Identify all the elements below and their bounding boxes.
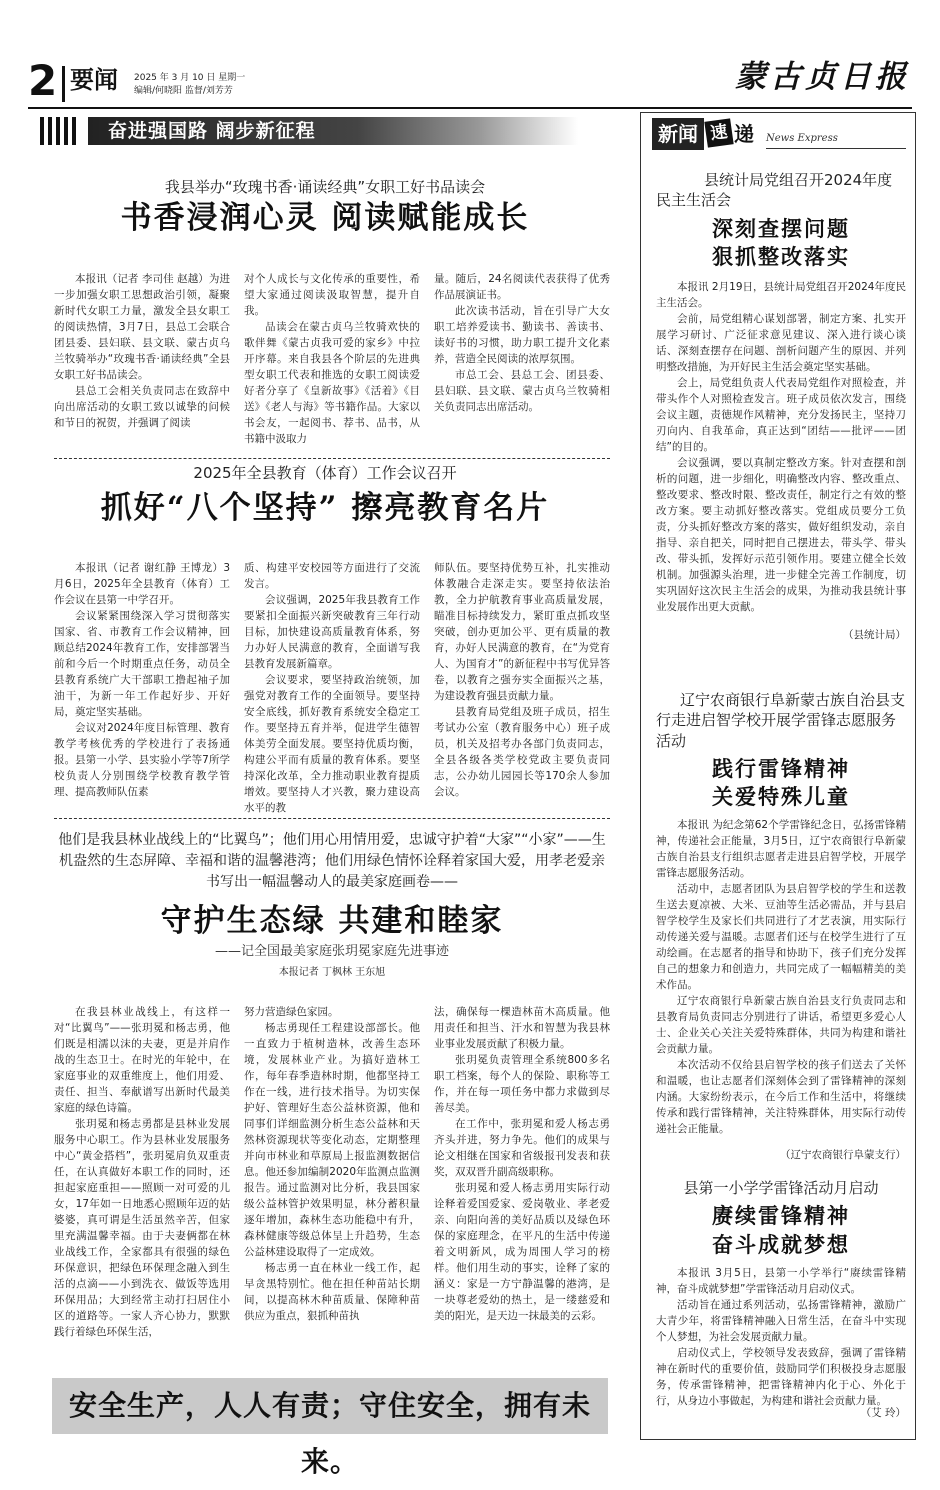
paragraph: 量。随后，24名阅读代表获得了优秀作品展演证书。 [434, 273, 610, 301]
paragraph: 本报讯（记者 谢红静 王博龙）3月6日，2025年全县教育（体育）工作会议在县第一中学召开。 [54, 562, 230, 606]
paragraph: 县教育局党组及班子成员，招生考试办公室（教育服务中心）班子成员，机关及招考办各部门负责同志，全县各级各类学校党政主要负责同志，公办幼儿园园长等170余人参加会议。 [434, 706, 610, 798]
issue-editors: 编辑/何晓阳 监督/刘芳芳 [134, 86, 233, 97]
news-express-header [652, 118, 906, 150]
article-column [434, 560, 610, 806]
article-column [54, 560, 230, 806]
banner-title: 奋进强国路 阔步新征程 [108, 120, 316, 142]
paragraph: 本报讯（记者 李司佳 赵越）为进一步加强女职工思想政治引领，凝聚新时代女职工力量，激发全县女职工的阅读热情，3月7日，县总工会联合团县委、县妇联、县文联、蒙古贞乌兰牧骑举办“玫瑰书香·诵读经典”全县女职工好书品读会。 [54, 273, 230, 381]
paragraph: 本报讯 为纪念第62个学雷锋纪念日，弘扬雷锋精神，传递社会正能量，3月5日，辽宁农商银行阜新蒙古族自治县支行组织志愿者走进县启智学校，开展学雷锋志愿服务活动。 [656, 819, 906, 880]
article-column [244, 560, 420, 814]
paragraph: 会议对2024年度目标管理、教育教学考核优秀的学校进行了表扬通报。县第一小学、县实验小学等7所学校负责人分别围绕学校教育教学管理、提高教师队伍素 [54, 722, 230, 798]
news-express-title-end: 递 [734, 122, 754, 146]
news-express-title-emphasis: 速 [704, 118, 733, 147]
article-byline: 本报记者 丁枫林 王东旭 [278, 967, 386, 979]
banner-stripes [40, 117, 80, 145]
paragraph: 辽宁农商银行阜新蒙古族自治县支行负责同志和县教育局负责同志分别进行了讲话，希望更多爱心人士、企业关心关注关爱特殊群体，共同为构建和谐社会贡献力量。 [656, 995, 906, 1056]
paragraph: 师队伍。要坚持优势互补，扎实推动体教融合走深走实。要坚持依法治教，全力护航教育事业高质量发展，瞄准目标持续发力，紧盯重点抓攻坚突破，创办更加公平、更有质量的教育，办好人民满意的教育，在“为党育人、为国育才”的新征程中书写优异答卷，以教育之强夯实全面振兴之基，为建设教育强县贡献力量。 [434, 562, 610, 702]
paragraph: 法，确保每一棵造林苗木高质量。他用责任和担当、汗水和智慧为我县林业事业发展贡献了积极力量。 [434, 1006, 610, 1050]
article-body [54, 271, 610, 451]
article-column [54, 271, 230, 451]
paragraph: 会议紧紧围绕深入学习贯彻落实国家、省、市教育工作会议精神，回顾总结2024年教育工作，安排部署当前和今后一个时期重点任务，动员全县教育系统广大干部职工撸起袖子加油干，为新一年工作起好步、开好局，奠定坚实基础。 [54, 610, 230, 718]
news-item [656, 1178, 906, 1421]
paragraph: 会上，局党组负责人代表局党组作对照检查，并带头作个人对照检查发言。班子成员依次发言，围绕会议主题，责徳规作风精神，充分发扬民主，坚持刀刃向内、自我革命，真正达到“团结——批评——团结”的目的。 [656, 377, 906, 454]
paragraph: 努力营造绿色家园。 [244, 1006, 339, 1018]
news-item-headline-line: 践行雷锋精神 [712, 755, 850, 781]
news-express-title: 新闻 [652, 118, 704, 150]
header-divider [62, 66, 65, 102]
article-headline: 抓好“八个坚持” 擦亮教育名片 [100, 489, 550, 526]
section-name: 要闻 [70, 66, 118, 94]
article-education-meeting [40, 464, 610, 527]
paragraph: 启动仪式上，学校领导发表致辞，强调了雷锋精神在新时代的重要价值，鼓励同学们积极投身志愿服务，传承雷锋精神，把雷锋精神内化于心、外化于行，从身边小事做起，为构建和谐社会贡献力量。 [656, 1346, 906, 1407]
news-item-source: （辽宁农商银行阜蒙支行） [780, 1149, 906, 1162]
paragraph: 会议强调，要以真制定整改方案。针对查摆和剖析的问题，进一步细化，明确整改内容、整改重点、整改要求、整改时限、整改责任，制定行之有效的整改方案。要主动抓好整改落实。党组成员要分工负责，分头抓好整改方案的落实，做好组织发动，亲自指导、亲自把关，同时把自己摆进去，带头学、带头改、带头抓，发挥好示范引领作用。要建立健全长效机制。加强源头治理，进一步健全完善工作制度，切实巩固好这次民主生活会的成果，为推动我县统计事业发展作出更大贡献。 [656, 457, 906, 614]
paragraph: 在我县林业战线上，有这样一对“比翼鸟”——张玥冕和杨志勇，他们既是相濡以沫的夫妻，更是并肩作战的生态卫士。在时光的年轮中，在家庭事业的双重维度上，他们用爱、责任、担当、奉献谱写出新时代最美家庭的绿色诗篇。 [54, 1006, 230, 1114]
news-item-headline-line: 狠抓整改落实 [712, 243, 850, 269]
article-column [244, 1004, 420, 1366]
article-body [54, 560, 610, 814]
article-separator [54, 458, 610, 459]
news-item-source: （县统计局） [843, 629, 906, 642]
paragraph: 张玥冕负责管理全系统800多名职工档案，每个人的保险、职称等工作，并在每一项任务中都力求做到尽善尽美。 [434, 1054, 610, 1114]
article-column [244, 271, 420, 451]
article-separator [54, 818, 610, 819]
paragraph: 品读会在蒙古贞乌兰牧骑欢快的歌伴舞《蒙古贞我可爱的家乡》中拉开序幕。来自我县各个阶层的先进典型女职工代表和推选的女职工阅读爱好者分享了《皇新故事》《活着》《目送》《老人与海》等书籍作品。大家以书会友，一起阅书、荐书、品书，从书籍中汲取力 [244, 321, 420, 445]
paragraph: 会前，局党组精心谋划部署，制定方案、扎实开展学习研讨、广泛征求意见建议、深入进行谈心谈话、深刻查摆存在问题、剖析问题产生的原因、并列明整改措施，为开好民主生活会奠定坚实基础。 [656, 313, 906, 374]
news-express-underline [766, 148, 906, 149]
article-column [434, 271, 610, 451]
article-headline: 守护生态绿 共建和睦家 [160, 903, 504, 939]
issue-date: 2025 年 3 月 10 日 星期一 [134, 73, 246, 83]
news-item-source: （艾 玲） [860, 1406, 906, 1419]
news-item-headline-line: 深刻查摆问题 [712, 215, 850, 241]
news-item-headline-line: 奋斗成就梦想 [712, 1231, 850, 1257]
paragraph: 本报讯 3月5日，县第一小学举行“赓续雷锋精神，奋斗成就梦想”学雷锋活动月启动仪式。 [656, 1266, 906, 1295]
article-lead: 他们是我县林业战线上的“比翼鸟”；他们用心用情用爱，忠诚守护着“大家”“小家”——生机盎然的生态屏障、幸福和谐的温馨港湾；他们用绿色情怀诠释着家国大爱，用孝老爱亲书写出一幅温馨动人的最美家庭画卷—— [58, 832, 606, 890]
paragraph: 会议强调，2025年我县教育工作要紧扣全面振兴新突破教育三年行动目标，加快建设高质量教育体系，努力办好人民满意的教育，全面谱写我县教育发展新篇章。 [244, 594, 420, 670]
paragraph: 活动中，志愿者团队为县启智学校的学生和送教生送去夏凉被、大米、豆油等生活必需品，并与县启智学校学生及家长们共同进行了才艺表演，用实际行动传递关爱与温暖。志愿者们还与在校学生进行了互动绘画。在志愿者的指导和协助下，孩子们充分发挥自己的想象力和创造力，共同完成了一幅幅精美的美术作品。 [656, 883, 906, 992]
article-reading-event [40, 178, 610, 237]
news-item [656, 690, 906, 1163]
news-item-body [656, 1265, 906, 1405]
news-item-headline-line: 赓续雷锋精神 [712, 1203, 850, 1229]
paragraph: 市总工会、县总工会、团县委、县妇联、县文联、蒙古贞乌兰牧骑相关负责同志出席活动。 [434, 369, 610, 413]
news-item-kicker: 辽宁农商银行阜新蒙古族自治县支行走进启智学校开展学雷锋志愿服务活动 [656, 691, 906, 750]
paragraph: 质、构建平安校园等方面进行了交流发言。 [244, 562, 420, 590]
page-number: 2 [28, 56, 58, 105]
header-rule [28, 107, 912, 109]
paragraph: 县总工会相关负责同志在致辞中向出席活动的女职工致以诚挚的问候和节日的祝贺，并强调了阅读 [54, 385, 230, 429]
paragraph: 张玥冕和爱人杨志勇用实际行动诠释着爱国爱家、爱岗敬业、孝老爱亲、向阳向善的美好品质以及绿色环保的家庭理念，在平凡的生活中传递着文明新风，成为周围人学习的榜样。他们用生动的事实，诠释了家的涵义：家是一方宁静温馨的港湾，是一块尊老爱幼的热土，是一缕慈爱和美的阳光，是天边一抹最美的云彩。 [434, 1182, 610, 1322]
news-item [656, 170, 906, 643]
news-item-kicker: 县统计局党组召开2024年度民主生活会 [656, 171, 893, 210]
article-kicker: 2025年全县教育（体育）工作会议召开 [193, 464, 457, 482]
paragraph: 在工作中，张玥冕和爱人杨志勇齐头并进，努力争先。他们的成果与论文相继在国家和省级报刊发表和获奖，双双晋升副高级职称。 [434, 1118, 610, 1178]
article-headline: 书香浸润心灵 阅读赋能成长 [120, 199, 530, 236]
paragraph: 会议要求，要坚持政治统领，加强党对教育工作的全面领导。要坚持安全底线，抓好教育系统安全稳定工作。要坚持五育并举，促进学生德智体美劳全面发展。要坚持优质均衡，构建公平而有质量的教育体系。要坚持深化改革，全力推动职业教育提质增效。要坚持人才兴教，聚力建设高水平的教 [244, 674, 420, 814]
paragraph: 本次活动不仅给县启智学校的孩子们送去了关怀和温暖，也让志愿者们深刻体会到了雷锋精神的深刻内涵。大家纷纷表示，在今后工作和生活中，将继续传承和践行雷锋精神，关注特殊群体，用实际行动传递社会正能量。 [656, 1059, 906, 1136]
article-kicker: 我县举办“玫瑰书香·诵读经典”女职工好书品读会 [164, 178, 486, 196]
safety-slogan: 安全生产，人人有责；守住安全，拥有未来。 [52, 1378, 608, 1434]
article-body [54, 1004, 610, 1366]
paragraph: 杨志勇现任工程建设部部长。他一直致力于植树造林，改善生态环境，发展林业产业。为搞好造林工作，每年春季造林时期，他都坚持工作在一线，进行技术指导。为切实保护好、管理好生态公益林资源，他和同事们详细监测分析生态公益林和天然林资源现状等变化动态，定期整理并向市林业和草原局上报监测数据信息。他还参加编制2020年监测点监测报告。通过监测对比分析，我县国家级公益林管护效果明显，林分蓄积量逐年增加，森林生态功能稳中有升，森林健康等级总体呈上升趋势，生态公益林建设取得了一定成效。 [244, 1022, 420, 1258]
news-item-headline-line: 关爱特殊儿童 [712, 784, 850, 810]
paragraph: 本报讯 2月19日，县统计局党组召开2024年度民主生活会。 [656, 281, 906, 310]
article-model-family [54, 830, 610, 979]
paragraph: 活动旨在通过系列活动，弘扬雷锋精神，激励广大青少年，将雷锋精神融入日常生活，在奋斗中实现个人梦想，为社会发展贡献力量。 [656, 1298, 906, 1343]
paragraph: 张玥冕和杨志勇都是县林业发展服务中心职工。作为县林业发展服务中心“黄金搭档”，张玥冕肩负双重责任，在认真做好本职工作的同时，还担起家庭重担——照顾一对可爱的儿女，17年如一日地悉心照顾年迈的姑婆婆，真可谓是生活虽然辛苦，但家里充满温馨幸福。由于夫妻俩都在林业战线工作，全家都具有很强的绿色环保意识，把绿色环保理念融入到生活的点滴——小到洗衣、做饭等选用环保用品；大到经常主动打扫居住小区的道路等。一家人齐心协力，默默践行着绿色环保生活， [54, 1118, 230, 1338]
news-express-english: News Express [766, 133, 838, 144]
article-subhead: ——记全国最美家庭张玥冕家庭先进事迹 [214, 944, 449, 960]
article-column [54, 1004, 230, 1366]
paragraph: 杨志勇一直在林业一线工作，起早贪黑特别忙。他在担任种苗站长期间，以提高林木种苗质量、保障种苗供应为重点，狠抓种苗执 [244, 1262, 420, 1322]
column-banner [40, 117, 610, 145]
paragraph: 对个人成长与文化传承的重要性，希望大家通过阅读汲取智慧，提升自我。 [244, 273, 420, 317]
news-item-kicker: 县第一小学学雷锋活动月启动 [683, 1179, 879, 1197]
newspaper-name: 蒙古贞日报 [735, 59, 910, 95]
news-item-body [656, 817, 906, 1147]
paragraph: 此次读书活动，旨在引导广大女职工培养爱读书、勤读书、善读书、读好书的习惯，助力职工提升文化素养，营造全民阅读的浓厚氛围。 [434, 305, 610, 365]
news-item-body [656, 279, 906, 627]
article-column [434, 1004, 610, 1366]
issue-meta [134, 72, 294, 98]
